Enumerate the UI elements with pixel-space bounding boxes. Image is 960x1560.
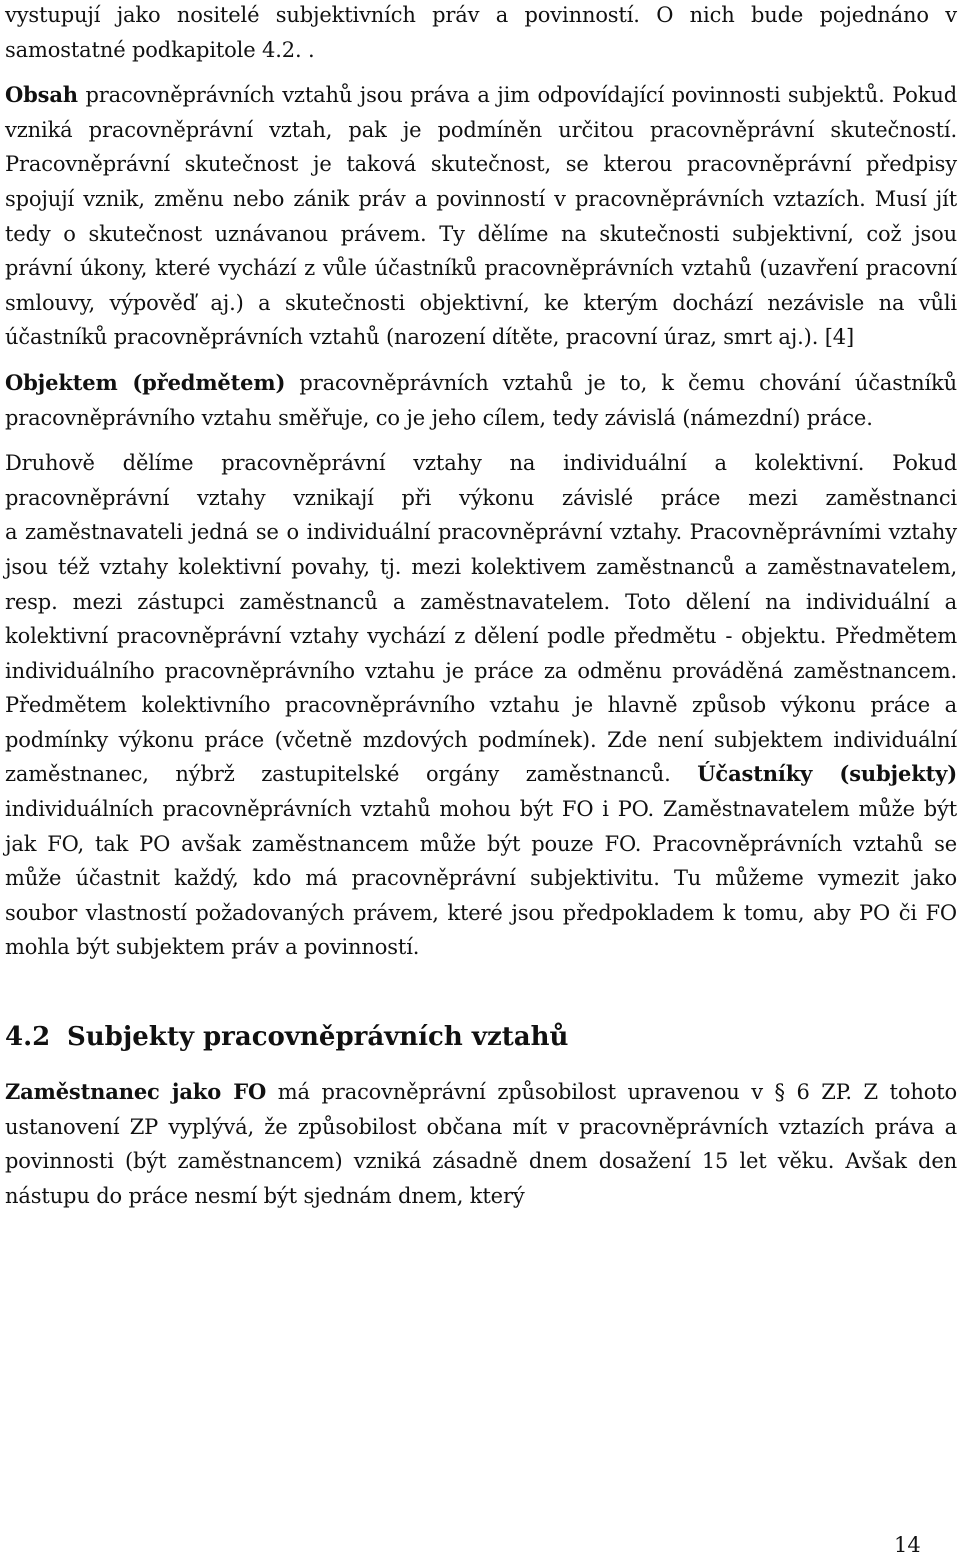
paragraph-continuation: vystupují jako nositelé subjektivních práv a povinností. O nich bude pojednáno v samostatné podkapitole 4.2. . <box>5 3 957 62</box>
section-number: 4.2 <box>5 1022 51 1053</box>
paragraph-zamestnanec-text: má pracovněprávní způsobilost upravenou v § 6 ZP. Z tohoto ustanovení ZP vyplývá, že způsobilost občana mít v pracovněprávních vztazích práva a povinnosti (být zaměstnancem) vzniká zásadně dnem dosažení 15 let věku. Avšak den nástupu do práce nesmí být sjednám dnem, který <box>5 1080 957 1208</box>
paragraph-druhove <box>5 446 957 965</box>
term-ucastniky: Účastníky (subjekty) <box>697 761 957 787</box>
paragraph-obsah <box>5 78 957 355</box>
paragraph-obsah-text: pracovněprávních vztahů jsou práva a jim odpovídající povinnosti subjektů. Pokud vzniká pracovněprávní vztah, pak je podmíněn určitou pracovněprávní skutečností. Pracovněprávní skutečnost je taková skutečnost, se kterou pracovněprávní předpisy spojují vznik, změnu nebo zánik práv a povinností v pracovněprávních vztazích. Musí jít tedy o skutečnost uznávanou právem. Ty dělíme na skutečnosti subjektivní, což jsou právní úkony, které vychází z vůle účastníků pracovněprávních vztahů (uzavření pracovní smlouvy, výpověď aj.) a skutečnosti objektivní, ke kterým dochází nezávisle na vůli účastníků pracovněprávních vztahů (narození dítěte, pracovní úraz, smrt aj.). [4] <box>5 83 957 350</box>
section-heading <box>5 1019 957 1055</box>
paragraph-objekt <box>5 366 957 435</box>
paragraph-ucastniky-text: individuálních pracovněprávních vztahů mohou být FO i PO. Zaměstnavatelem může být jak FO, tak PO avšak zaměstnancem může být pouze FO. Pracovněprávních vztahů se může účastnit každý, kdo má pracovněprávní subjektivitu. Tu můžeme vymezit jako soubor vlastností požadovaných právem, které jsou předpokladem k tomu, aby PO či FO mohla být subjektem práv a povinností. <box>5 797 957 960</box>
term-obsah: Obsah <box>5 82 78 108</box>
term-zamestnanec: Zaměstnanec jako FO <box>5 1079 267 1105</box>
page-number: 14 <box>894 1533 921 1557</box>
paragraph-druhove-text: Druhově dělíme pracovněprávní vztahy na individuální a kolektivní. Pokud pracovněprávní vztahy vznikají při výkonu závislé práce mezi zaměstnanci a zaměstnavateli jedná se o individuální pracovněprávní vztahy. Pracovněprávními vztahy jsou též vztahy kolektivní povahy, tj. mezi kolektivem zaměstnanců a zaměstnavatelem, resp. mezi zástupci zaměstnanců a zaměstnavatelem. Toto dělení na individuální a kolektivní pracovněprávní vztahy vychází z dělení podle předmětu - objektu. Předmětem individuálního pracovněprávního vztahu je práce za odměnu prováděná zaměstnancem. Předmětem kolektivního pracovněprávního vztahu je hlavně způsob výkonu práce a podmínky výkonu práce (včetně mzdových podmínek). Zde není subjektem individuální zaměstnanec, nýbrž zastupitelské orgány zaměstnanců. <box>5 451 957 787</box>
paragraph-objekt-text: pracovněprávních vztahů je to, k čemu chování účastníků pracovněprávního vztahu směřuje, co je jeho cílem, tedy závislá (námezdní) práce. <box>5 370 958 430</box>
document-page <box>5 0 957 1213</box>
paragraph-zamestnanec <box>5 1075 957 1213</box>
term-objekt: Objektem (předmětem) <box>5 369 286 395</box>
section-title: Subjekty pracovněprávních vztahů <box>67 1022 569 1053</box>
